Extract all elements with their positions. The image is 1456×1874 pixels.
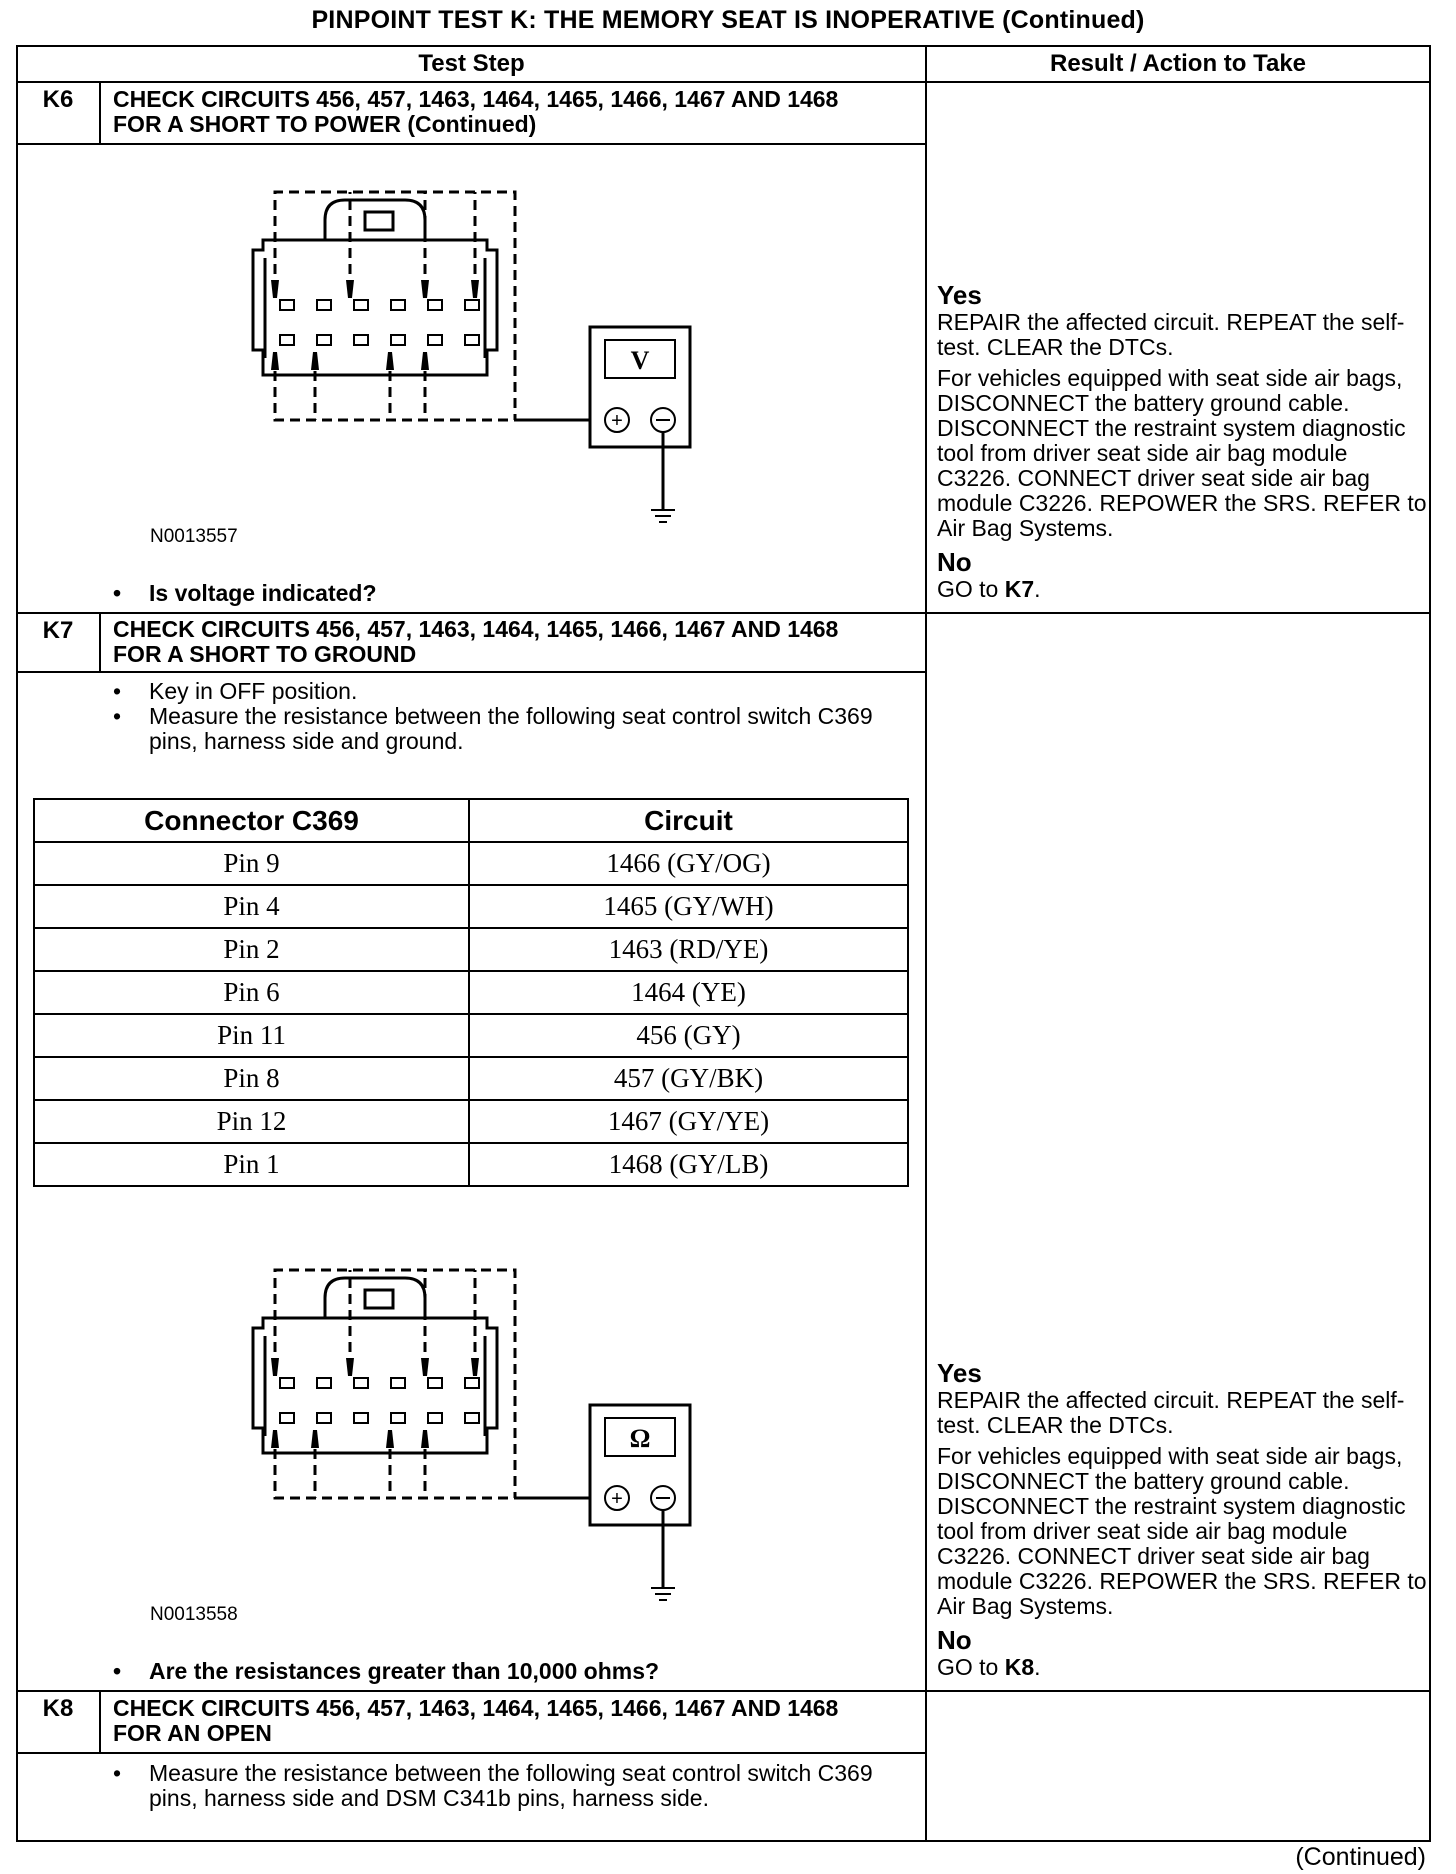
header-result: Result / Action to Take <box>1049 50 1307 77</box>
step-title-k6: CHECK CIRCUITS 456, 457, 1463, 1464, 1465, 1466, 1467 AND 1468 FOR A SHORT TO POWER (Continued) <box>113 86 839 137</box>
result-k6 <box>937 280 1427 602</box>
yes-text-1-k7: REPAIR the affected circuit. REPEAT the self-test. CLEAR the DTCs. <box>937 1387 1405 1438</box>
question-k6: • Is voltage indicated? <box>113 581 909 606</box>
col-header-circuit: Circuit <box>469 799 908 842</box>
svg-text:+: + <box>611 1488 623 1510</box>
step-title-k8: CHECK CIRCUITS 456, 457, 1463, 1464, 1465, 1466, 1467 AND 1468 FOR AN OPEN <box>113 1695 839 1746</box>
table-row: Pin 1 1468 (GY/LB) <box>34 1143 908 1186</box>
header-test-step: Test Step <box>418 50 525 77</box>
connector-diagram-icon <box>225 1258 705 1608</box>
table-row: Pin 6 1464 (YE) <box>34 971 908 1014</box>
yes-label-k7: Yes <box>937 1358 982 1388</box>
table-row: Pin 9 1466 (GY/OG) <box>34 842 908 885</box>
result-k7 <box>937 1358 1427 1680</box>
col-header-connector: Connector C369 <box>34 799 469 842</box>
table-row: Pin 2 1463 (RD/YE) <box>34 928 908 971</box>
bullet-k8-1: • Measure the resistance between the following seat control switch C369 pins, harness side and DSM C341b pins, harness side. <box>113 1761 909 1811</box>
meter-symbol-v: V <box>630 346 650 375</box>
yes-label-k6: Yes <box>937 280 982 310</box>
figure-id-k7: N0013558 <box>150 1604 238 1625</box>
bullet-k7-2: • Measure the resistance between the following seat control switch C369 pins, harness side and ground. <box>113 704 909 754</box>
step-id-k7: K7 <box>42 617 74 644</box>
connector-table <box>33 798 909 1187</box>
no-label-k6: No <box>937 547 972 577</box>
yes-text-1-k6: REPAIR the affected circuit. REPEAT the self-test. CLEAR the DTCs. <box>937 309 1405 360</box>
table-row: Pin 4 1465 (GY/WH) <box>34 885 908 928</box>
table-row: Pin 11 456 (GY) <box>34 1014 908 1057</box>
no-text-k6: GO to K7. <box>937 576 1041 602</box>
figure-id-k6: N0013557 <box>150 526 238 547</box>
yes-text-2-k7: For vehicles equipped with seat side air bags, DISCONNECT the battery ground cable. DISCONNECT the restraint system diagnostic tool from driver seat side air bag module C3226. CONNECT driver seat side air bag module C3226. REPOWER the SRS. REFER to Air Bag Systems. <box>937 1443 1427 1619</box>
continued-footer: (Continued) <box>1295 1843 1426 1871</box>
svg-text:+: + <box>611 410 623 432</box>
meter-symbol-ohm: Ω <box>629 1424 651 1453</box>
no-text-k7: GO to K8. <box>937 1654 1041 1680</box>
table-row: Pin 8 457 (GY/BK) <box>34 1057 908 1100</box>
table-row: Pin 12 1467 (GY/YE) <box>34 1100 908 1143</box>
step-id-k6: K6 <box>42 86 74 113</box>
step-title-k7: CHECK CIRCUITS 456, 457, 1463, 1464, 1465, 1466, 1467 AND 1468 FOR A SHORT TO GROUND <box>113 616 839 667</box>
connector-diagram-icon <box>225 180 705 530</box>
question-k7: • Are the resistances greater than 10,000 ohms? <box>113 1659 909 1684</box>
yes-text-2-k6: For vehicles equipped with seat side air bags, DISCONNECT the battery ground cable. DISCONNECT the restraint system diagnostic tool from driver seat side air bag module C3226. CONNECT driver seat side air bag module C3226. REPOWER the SRS. REFER to Air Bag Systems. <box>937 365 1427 541</box>
no-label-k7: No <box>937 1625 972 1655</box>
step-id-k8: K8 <box>42 1695 74 1722</box>
page-title: PINPOINT TEST K: THE MEMORY SEAT IS INOPERATIVE (Continued) <box>311 6 1145 34</box>
bullet-k7-1: • Key in OFF position. <box>113 679 909 704</box>
